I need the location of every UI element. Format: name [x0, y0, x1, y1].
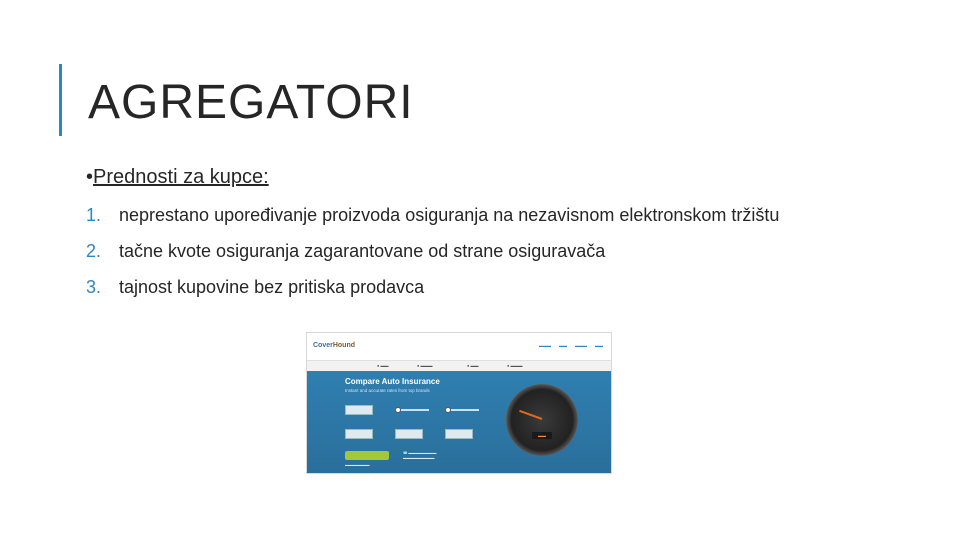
hero-title: Compare Auto Insurance	[345, 377, 440, 386]
coverhound-logo: CoverHound	[313, 342, 356, 349]
website-screenshot	[306, 332, 612, 474]
benefits-list	[86, 204, 786, 312]
zip-field	[345, 405, 373, 415]
nav-tab-icon: ● ▬▬	[377, 363, 389, 368]
phone-info: ☎ ▬▬▬▬▬▬▬▬ ▬▬▬▬▬▬▬▬▬	[403, 451, 437, 460]
list-item	[86, 204, 786, 226]
screenshot-top-links: ▬▬▬ ▬▬ ▬▬▬ ▬▬	[539, 343, 603, 348]
nav-tab-icon: ● ▬▬▬	[507, 363, 523, 368]
nav-tab-icon: ● ▬▬▬	[417, 363, 433, 368]
subheading	[86, 164, 269, 190]
bullet: •	[86, 166, 94, 188]
list-item-text: neprestano upoređivanje proizvoda osiguranja na nezavisnom elektronskom tržištu	[119, 205, 780, 225]
list-item-text: tajnost kupovine bez pritiska prodavca	[119, 277, 425, 297]
get-quotes-button	[345, 451, 389, 460]
subheading-label: Prednosti za kupce:	[93, 166, 269, 188]
cta-caption: ▬▬▬▬▬▬▬	[345, 463, 370, 467]
gauge-needle	[519, 410, 542, 420]
select-field	[395, 429, 423, 439]
screenshot-hero	[307, 371, 611, 473]
gauge-readout: ▬▬	[532, 432, 552, 439]
slider-knob	[445, 407, 451, 413]
select-field	[445, 429, 473, 439]
list-number: 3.	[86, 277, 102, 297]
slide-title: AGREGATORI	[88, 76, 414, 129]
slider-knob	[395, 407, 401, 413]
select-field	[345, 429, 373, 439]
list-item-text: tačne kvote osiguranja zagarantovane od strane osiguravača	[119, 241, 606, 261]
title-accent-bar	[59, 64, 62, 136]
hero-subtitle: Instant and accurate rates from top brands	[345, 388, 430, 393]
list-item	[86, 240, 786, 262]
list-number: 1.	[86, 205, 102, 225]
speedometer-graphic	[506, 384, 578, 456]
list-number: 2.	[86, 241, 102, 261]
list-item	[86, 276, 786, 298]
nav-tab-icon: ● ▬▬	[467, 363, 479, 368]
screenshot-header	[307, 333, 611, 360]
